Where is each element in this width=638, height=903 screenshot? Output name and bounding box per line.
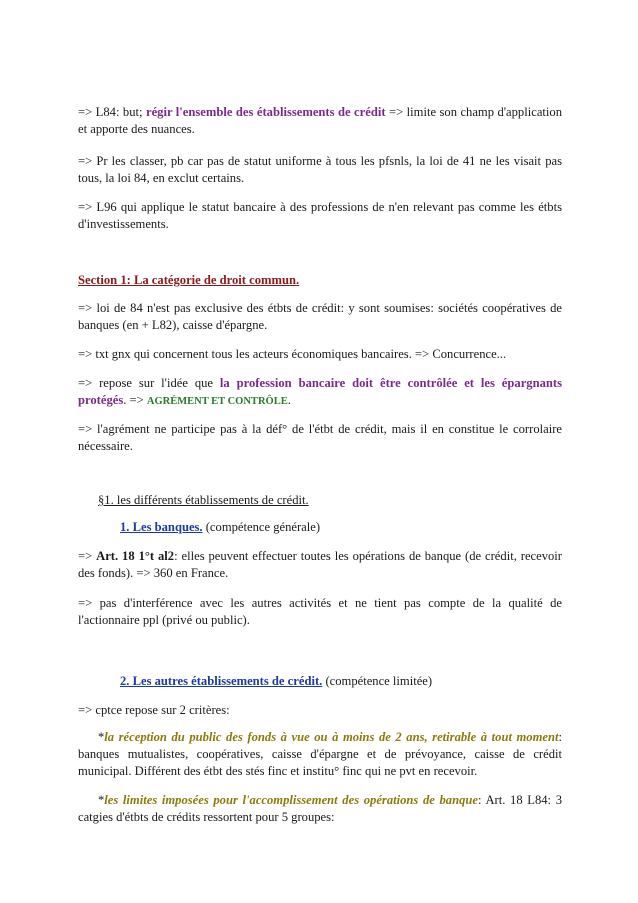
subsection-title: §1. les différents établissements de crédit. — [98, 493, 309, 507]
paragraph-l84 — [78, 104, 562, 138]
bullet-mark: * — [98, 730, 105, 744]
paragraph-profession — [78, 375, 562, 410]
bullet-mark: * — [98, 793, 105, 807]
heading-note: (compétence limitée) — [322, 674, 433, 688]
text: : elles peuvent effectuer toutes les opérations de banque (de crédit, recevoir des fonds). => 360 en France. — [78, 549, 563, 580]
paragraph-l96: => L96 qui applique le statut bancaire à des professions de n'en relevant pas comme les étbts d'investissements. — [78, 200, 562, 231]
paragraph-reception — [78, 729, 562, 780]
highlight-text: la réception du public des fonds à vue ou à moins de 2 ans, retirable à tout moment — [104, 730, 559, 744]
text: . => — [123, 393, 147, 407]
keyword-text: AGRÉMENT ET CONTRÔLE — [146, 396, 288, 407]
highlight-text: les limites imposées pour l'accomplissement des opérations de banque — [104, 793, 478, 807]
paragraph-txt-gnx: => txt gnx qui concernent tous les acteurs économiques bancaires. => Concurrence... — [78, 347, 507, 361]
text: : Art. 18 L84: 3 catgies d'étbts de crédits ressortent pour 5 groupes: — [78, 793, 562, 824]
paragraph-criteres: => cptce repose sur 2 critères: — [78, 703, 230, 717]
text: => limite son champ d'application et apporte des nuances. — [78, 105, 563, 136]
text: => L84: but; — [78, 105, 146, 119]
highlight-text: régir l'ensemble des établissements de crédit — [145, 105, 386, 119]
heading-banques — [120, 519, 562, 536]
text: . — [287, 393, 291, 407]
heading-autres — [120, 673, 562, 690]
paragraph-art18 — [78, 548, 562, 582]
highlight-text: la profession bancaire doit être contrôlée et les épargnants protégés — [78, 376, 562, 407]
heading-title: 1. Les banques. — [120, 520, 203, 534]
bold-text: Art. 18 1°t al2 — [96, 549, 175, 563]
paragraph-limites — [78, 792, 562, 826]
paragraph-interference: => pas d'interférence avec les autres activités et ne tient pas compte de la qualité de l'actionnaire ppl (privé ou public). — [78, 596, 562, 627]
paragraph-agrement: => l'agrément ne participe pas à la déf° de l'étbt de crédit, mais il en constitue le corrolaire nécessaire. — [78, 422, 562, 453]
section-heading — [78, 272, 562, 289]
subsection-heading — [98, 492, 562, 509]
heading-title: 2. Les autres établissements de crédit. — [120, 674, 323, 688]
paragraph-loi84: => loi de 84 n'est pas exclusive des étbts de crédit: y sont soumises: sociétés coopératives de banques (en + L82), caisse d'épargne. — [78, 301, 562, 332]
text: => — [78, 549, 97, 563]
section-title: Section 1: La catégorie de droit commun. — [78, 273, 300, 287]
text: => repose sur l'idée que — [78, 376, 220, 390]
text: : banques mutualistes, coopératives, caisse d'épargne et de prévoyance, caisse de crédit municipal. Différent des étbt des stés finc et institu° finc qui ne pvt en recevoir. — [78, 730, 562, 778]
heading-note: (compétence générale) — [202, 520, 321, 534]
paragraph-classification: => Pr les classer, pb car pas de statut uniforme à tous les pfsnls, la loi de 41 ne les visait pas tous, la loi 84, en exclut certains. — [78, 154, 562, 185]
